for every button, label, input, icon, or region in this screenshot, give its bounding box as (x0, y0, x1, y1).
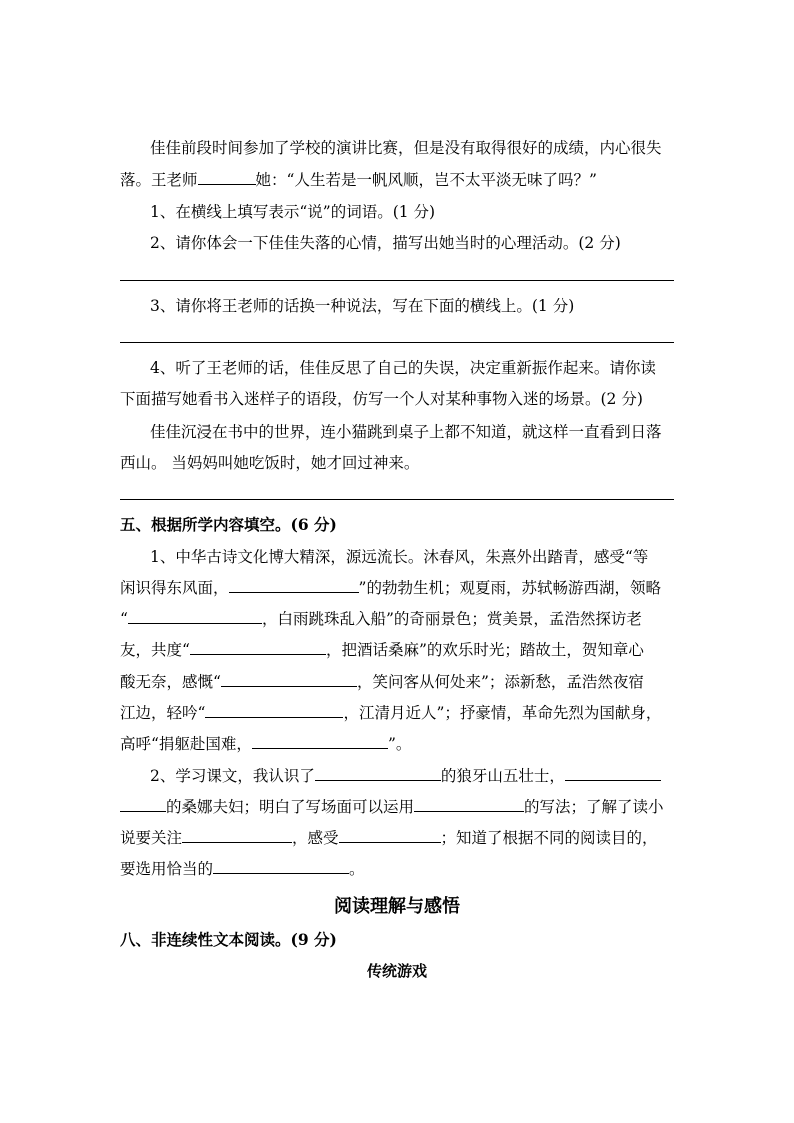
lesson-blank-2b[interactable] (120, 797, 166, 812)
s5-text: ；知道了根据不同的阅读目的， (440, 829, 658, 847)
s5-item1-line-7 (120, 734, 676, 754)
section-8-title: 八、非连续性文本阅读。(9 分) (120, 930, 337, 949)
s5-text: 的桑娜夫妇；明白了写场面可以运用 (166, 798, 415, 816)
s5-item2-line-4 (120, 859, 676, 879)
s5-text: 说要关注 (120, 829, 183, 847)
s5-text: ，笑问客从何处来”；添新愁，孟浩然夜宿 (356, 673, 644, 691)
answer-line-q2[interactable] (120, 280, 674, 281)
question-1: 1、在横线上填写表示“说”的词语。(1 分) (150, 203, 436, 221)
poem-blank-3[interactable] (190, 640, 326, 655)
answer-line-q3[interactable] (120, 342, 674, 343)
intro-line-2 (120, 170, 676, 190)
s5-text: 闲识得东风面， (120, 579, 229, 597)
s5-item1-line-2 (120, 578, 676, 598)
passage-subtitle: 传统游戏 (366, 962, 427, 980)
question-3: 3、请你将王老师的话换一种说法，写在下面的横线上。(1 分) (150, 297, 575, 315)
s5-text: 友，共度“ (120, 641, 190, 659)
lesson-blank-6[interactable] (213, 859, 349, 874)
s5-item2-line-2 (120, 797, 676, 817)
s5-text: ，白雨跳珠乱入船”的奇丽景色；赏美景，孟浩然探访老 (261, 610, 642, 628)
s5-text: “ (120, 610, 128, 628)
intro-line-1: 佳佳前段时间参加了学校的演讲比赛，但是没有取得很好的成绩，内心很失 (150, 139, 662, 157)
s5-item1-line-6 (120, 703, 676, 723)
s5-item1-line-3 (120, 609, 676, 629)
s5-text: 的写法；了解了读小 (524, 798, 664, 816)
s5-text: ”的勃勃生机；观夏雨，苏轼畅游西湖，领略 (358, 579, 661, 597)
s5-text: 酸无奈，感慨“ (120, 673, 221, 691)
intro-text-b: 她：“人生若是一帆风顺，岂不太平淡无味了吗？” (255, 171, 597, 189)
question-4-line-2: 下面描写她看书入迷样子的语段，仿写一个人对某种事物入迷的场景。(2 分) (120, 390, 643, 408)
passage-line-2: 西山。 当妈妈叫她吃饭时，她才回过神来。 (120, 454, 420, 472)
s5-text: ，把酒话桑麻”的欢乐时光；踏故土，贺知章心 (325, 641, 644, 659)
poem-blank-6[interactable] (252, 734, 388, 749)
s5-text: 2、学习课文，我认识了 (150, 767, 315, 785)
s5-text: ”。 (387, 735, 412, 753)
poem-blank-2[interactable] (128, 609, 262, 624)
section-5-title: 五、根据所学内容填空。(6 分) (120, 515, 337, 534)
question-4-line-1: 4、听了王老师的话，佳佳反思了自己的失误，决定重新振作起来。请你读 (150, 359, 656, 377)
s5-item1-line-5 (120, 672, 676, 692)
s5-item1-line-4 (120, 640, 676, 660)
lesson-blank-5[interactable] (339, 828, 441, 843)
s5-text: 要选用恰当的 (120, 860, 214, 878)
s5-item2-line-3 (120, 828, 676, 848)
question-2: 2、请你体会一下佳佳失落的心情，描写出她当时的心理活动。(2 分) (150, 234, 621, 252)
reading-heading: 阅读理解与感悟 (334, 896, 460, 917)
poem-blank-5[interactable] (205, 703, 343, 718)
lesson-blank-2a[interactable] (565, 766, 661, 781)
s5-text: ，感受 (292, 829, 339, 847)
intro-text-a: 落。王老师 (120, 171, 198, 189)
s5-text: 江边，轻吟“ (120, 704, 206, 722)
s5-text: 的狼牙山五壮士， (440, 767, 565, 785)
answer-line-q4[interactable] (120, 499, 674, 500)
lesson-blank-1[interactable] (315, 766, 441, 781)
poem-blank-4[interactable] (221, 672, 357, 687)
s5-text: ，江清月近人”；抒豪情，革命先烈为国献身， (343, 704, 662, 722)
s5-text: 。 (349, 860, 365, 878)
s5-item1-line-1: 1、中华古诗文化博大精深，源远流长。沐春风，朱熹外出踏青，感受“等 (150, 548, 649, 566)
lesson-blank-3[interactable] (414, 797, 524, 812)
lesson-blank-4[interactable] (182, 828, 292, 843)
poem-blank-1[interactable] (229, 578, 359, 593)
passage-line-1: 佳佳沉浸在书中的世界，连小猫跳到桌子上都不知道，就这样一直看到日落 (150, 423, 662, 441)
s5-text: 高呼“捐躯赴国难， (120, 735, 252, 753)
say-word-blank[interactable] (198, 170, 256, 185)
s5-item2-line-1 (150, 766, 676, 786)
